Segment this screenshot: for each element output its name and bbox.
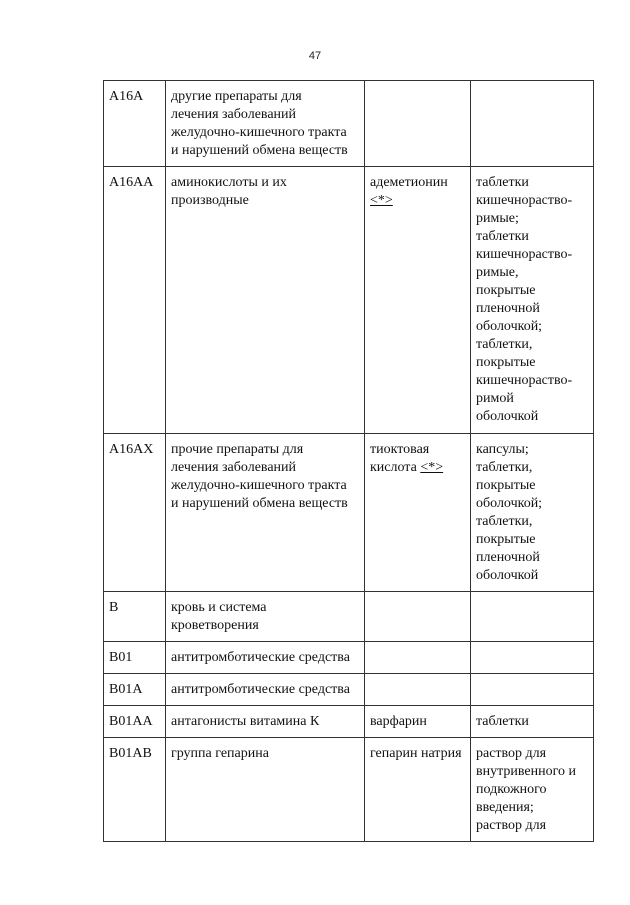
cell-line: таблетки, [476,337,533,352]
cell-line: покрытые [476,478,536,493]
atc-code-cell: B01 [104,642,166,674]
table-row [104,642,594,674]
cell-line: введения; [476,800,534,815]
cell-line: кишечнораство- [476,193,573,208]
table-row [104,738,594,842]
pharmacological-group-cell [166,167,365,434]
drug-classification-table [103,80,594,842]
atc-code-cell: B [104,592,166,642]
dosage-form-cell [471,738,594,842]
cell-line: покрытые [476,283,536,298]
cell-line: таблетки [476,175,529,190]
cell-line: и нарушений обмена веществ [171,496,348,511]
cell-line: таблетки [476,229,529,244]
dosage-form-cell [471,167,594,434]
cell-line: пленочной [476,550,540,565]
cell-line: производные [171,193,249,208]
drug-name-cell [365,167,471,434]
drug-name-cell [365,434,471,592]
cell-line: антагонисты витамина К [171,714,320,729]
cell-line: покрытые [476,355,536,370]
cell-line: римой [476,391,514,406]
cell-line: оболочкой; [476,319,543,334]
cell-line: желудочно-кишечного тракта [171,478,347,493]
cell-line: другие препараты для [171,89,302,104]
cell-line: раствор для [476,818,547,833]
cell-line: римые, [476,265,519,280]
dosage-form-cell [471,706,594,738]
cell-line: желудочно-кишечного тракта [171,125,347,140]
table-row [104,674,594,706]
drug-name-cell [365,738,471,842]
cell-line: оболочкой [476,409,539,424]
table-row [104,592,594,642]
drug-name-cell [365,592,471,642]
atc-code-cell: B01AB [104,738,166,842]
atc-code-cell: A16AX [104,434,166,592]
cell-line: покрытые [476,532,536,547]
cell-line: кишечнораство- [476,373,573,388]
table-row [104,167,594,434]
cell-line: кровь и система [171,600,267,615]
cell-line: антитромботические средства [171,650,350,665]
pharmacological-group-cell [166,706,365,738]
table-row [104,81,594,167]
cell-line-text: адеметионин [370,175,448,190]
cell-line: и нарушений обмена веществ [171,143,348,158]
drug-name-cell [365,81,471,167]
atc-code-cell: A16AA [104,167,166,434]
cell-line: римые; [476,211,519,226]
pharmacological-group-cell [166,642,365,674]
table-row [104,434,594,592]
dosage-form-cell [471,434,594,592]
drug-name-cell [365,706,471,738]
drug-name-cell [365,674,471,706]
pharmacological-group-cell [166,738,365,842]
drug-name-cell [365,642,471,674]
cell-line: таблетки, [476,460,533,475]
dosage-form-cell [471,592,594,642]
pharmacological-group-cell [166,81,365,167]
cell-line: варфарин [370,714,427,729]
cell-line: прочие препараты для [171,442,304,457]
cell-line: пленочной [476,301,540,316]
page-number: 47 [308,50,322,62]
cell-line [370,459,466,477]
cell-line: лечения заболеваний [171,107,297,122]
dosage-form-cell [471,674,594,706]
atc-code-cell: B01AA [104,706,166,738]
cell-line: оболочкой; [476,496,543,511]
cell-line: гепарин натрия [370,746,462,761]
cell-line: таблетки, [476,514,533,529]
cell-line: оболочкой [476,568,539,583]
table-row [104,706,594,738]
cell-line: лечения заболеваний [171,460,297,475]
atc-code-cell: A16A [104,81,166,167]
cell-line-text: кислота [370,460,417,475]
cell-line: раствор для [476,746,547,761]
cell-line: кишечнораство- [476,247,573,262]
cell-line: аминокислоты и их [171,175,287,190]
cell-line: тиоктовая [370,442,430,457]
cell-line: капсулы; [476,442,529,457]
cell-line: подкожного [476,782,547,797]
cell-line: таблетки [476,714,529,729]
dosage-form-cell [471,81,594,167]
cell-line [370,174,466,210]
cell-line: группа гепарина [171,746,269,761]
pharmacological-group-cell [166,592,365,642]
footnote-reference-link[interactable]: <*> [420,460,444,475]
table-body [104,81,594,842]
pharmacological-group-cell [166,674,365,706]
footnote-reference-link[interactable]: <*> [370,193,393,208]
cell-line: антитромботические средства [171,682,350,697]
pharmacological-group-cell [166,434,365,592]
dosage-form-cell [471,642,594,674]
atc-code-cell: B01A [104,674,166,706]
cell-line: кроветворения [171,618,259,633]
cell-line: внутривенного и [476,764,576,779]
